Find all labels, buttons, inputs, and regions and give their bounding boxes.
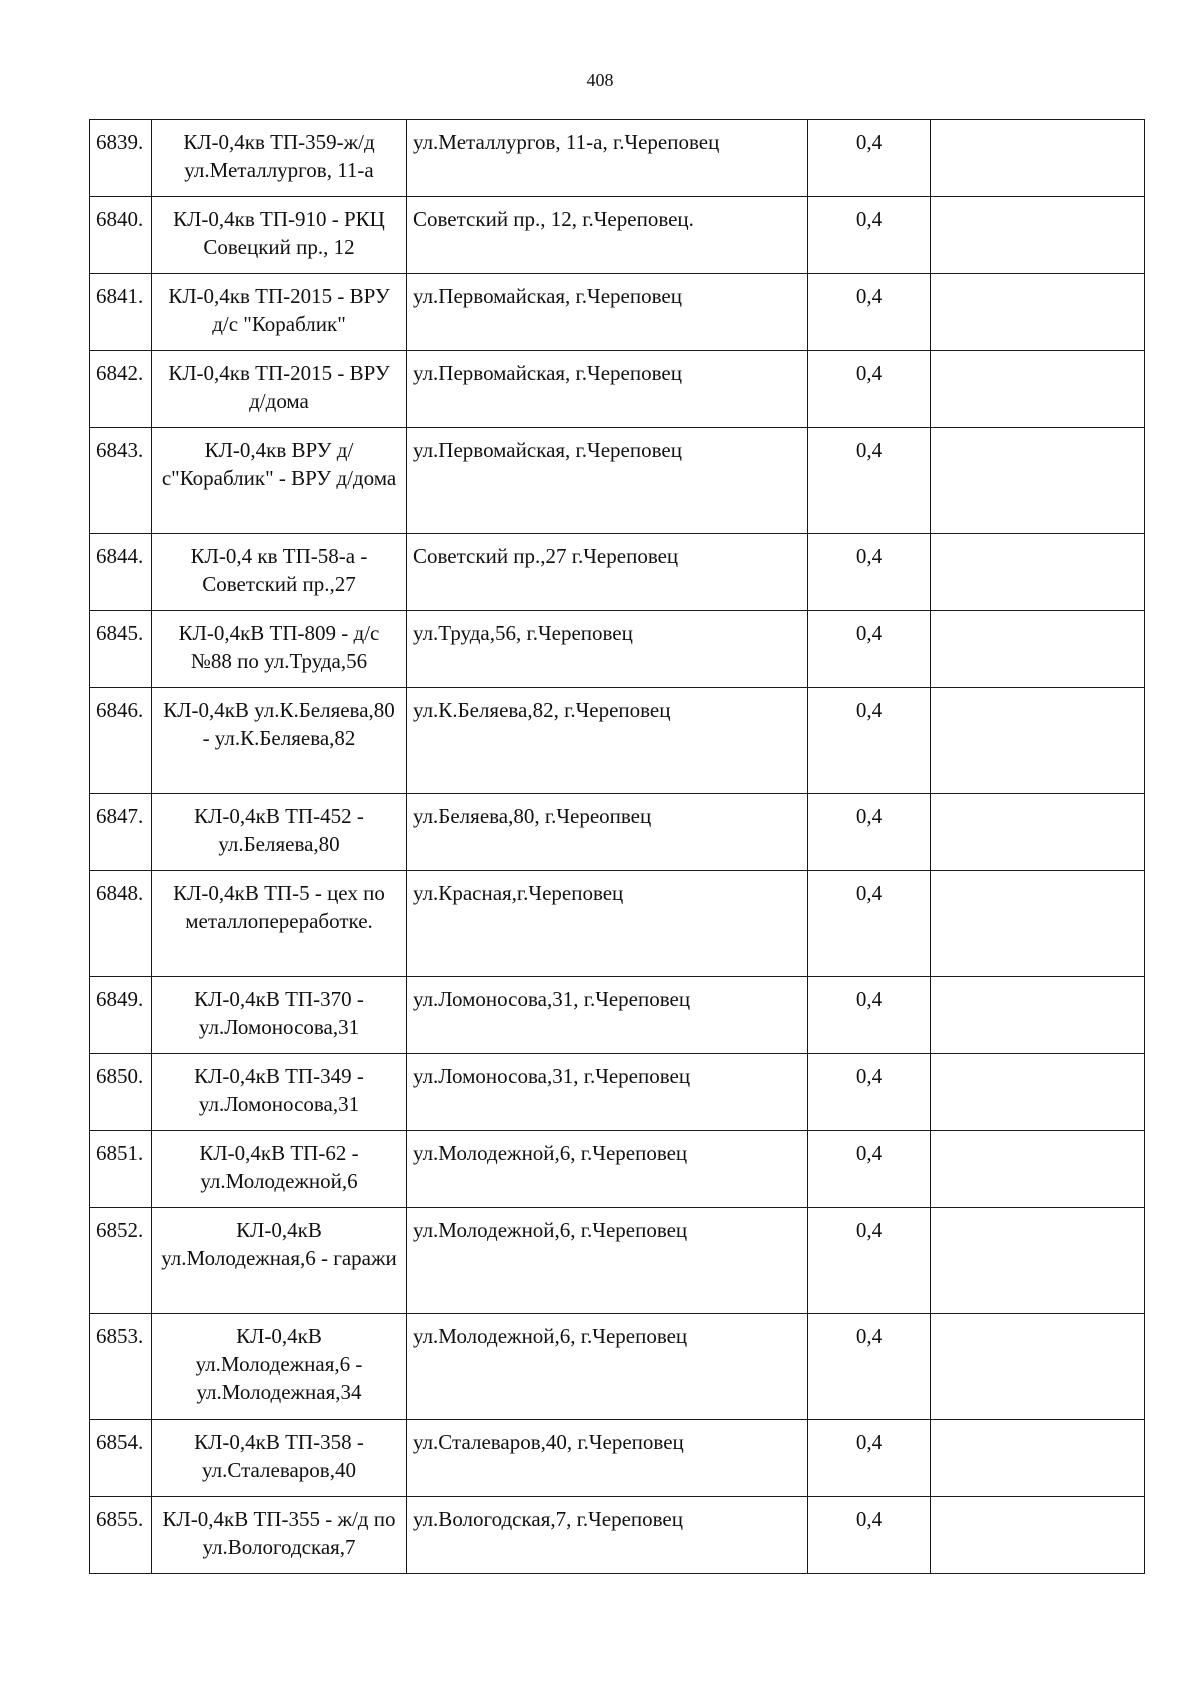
address: ул.Красная,г.Череповец bbox=[407, 871, 808, 977]
table-row bbox=[90, 1054, 1145, 1131]
voltage: 0,4 bbox=[808, 1420, 931, 1497]
table-row bbox=[90, 274, 1145, 351]
table-row bbox=[90, 1208, 1145, 1314]
empty-cell bbox=[931, 1497, 1145, 1574]
row-number: 6839. bbox=[90, 120, 152, 197]
cable-line-name: КЛ-0,4кв ТП-910 - РКЦ Совецкий пр., 12 bbox=[152, 197, 407, 274]
cable-line-name: КЛ-0,4 кв ТП-58-а - Советский пр.,27 bbox=[152, 534, 407, 611]
registry-table bbox=[89, 119, 1145, 1574]
table-row bbox=[90, 534, 1145, 611]
empty-cell bbox=[931, 1054, 1145, 1131]
voltage: 0,4 bbox=[808, 1054, 931, 1131]
table-row bbox=[90, 794, 1145, 871]
empty-cell bbox=[931, 120, 1145, 197]
table-row bbox=[90, 1497, 1145, 1574]
page-number: 408 bbox=[586, 70, 614, 90]
row-number: 6841. bbox=[90, 274, 152, 351]
address: ул.Беляева,80, г.Череопвец bbox=[407, 794, 808, 871]
cable-line-name: КЛ-0,4кв ВРУ д/с"Кораблик" - ВРУ д/дома bbox=[152, 428, 407, 534]
cable-line-name: КЛ-0,4кВ ул.Молодежная,6 - ул.Молодежная,34 bbox=[152, 1314, 407, 1420]
address: ул.Молодежной,6, г.Череповец bbox=[407, 1208, 808, 1314]
row-number: 6842. bbox=[90, 351, 152, 428]
cable-line-name: КЛ-0,4кВ ТП-452 - ул.Беляева,80 bbox=[152, 794, 407, 871]
row-number: 6843. bbox=[90, 428, 152, 534]
row-number: 6845. bbox=[90, 611, 152, 688]
empty-cell bbox=[931, 534, 1145, 611]
table-row bbox=[90, 1314, 1145, 1420]
voltage: 0,4 bbox=[808, 794, 931, 871]
address: ул.Сталеваров,40, г.Череповец bbox=[407, 1420, 808, 1497]
table-row bbox=[90, 351, 1145, 428]
cable-line-name: КЛ-0,4кВ ТП-5 - цех по металлопереработке. bbox=[152, 871, 407, 977]
row-number: 6850. bbox=[90, 1054, 152, 1131]
cable-line-name: КЛ-0,4кВ ул.К.Беляева,80 - ул.К.Беляева,82 bbox=[152, 688, 407, 794]
cable-line-name: КЛ-0,4кВ ТП-809 - д/с №88 по ул.Труда,56 bbox=[152, 611, 407, 688]
address: Советский пр., 12, г.Череповец. bbox=[407, 197, 808, 274]
empty-cell bbox=[931, 351, 1145, 428]
address: ул.Первомайская, г.Череповец bbox=[407, 274, 808, 351]
voltage: 0,4 bbox=[808, 1497, 931, 1574]
cable-line-name: КЛ-0,4кВ ТП-370 - ул.Ломоносова,31 bbox=[152, 977, 407, 1054]
empty-cell bbox=[931, 1314, 1145, 1420]
voltage: 0,4 bbox=[808, 197, 931, 274]
voltage: 0,4 bbox=[808, 351, 931, 428]
address: ул.Труда,56, г.Череповец bbox=[407, 611, 808, 688]
voltage: 0,4 bbox=[808, 274, 931, 351]
table-row bbox=[90, 977, 1145, 1054]
voltage: 0,4 bbox=[808, 611, 931, 688]
table-row bbox=[90, 688, 1145, 794]
empty-cell bbox=[931, 1420, 1145, 1497]
empty-cell bbox=[931, 977, 1145, 1054]
row-number: 6852. bbox=[90, 1208, 152, 1314]
cable-line-name: КЛ-0,4кВ ул.Молодежная,6 - гаражи bbox=[152, 1208, 407, 1314]
address: ул.Первомайская, г.Череповец bbox=[407, 351, 808, 428]
voltage: 0,4 bbox=[808, 871, 931, 977]
cable-line-name: КЛ-0,4кВ ТП-349 - ул.Ломоносова,31 bbox=[152, 1054, 407, 1131]
voltage: 0,4 bbox=[808, 120, 931, 197]
address: ул.Ломоносова,31, г.Череповец bbox=[407, 1054, 808, 1131]
table-row bbox=[90, 611, 1145, 688]
table-row bbox=[90, 428, 1145, 534]
empty-cell bbox=[931, 428, 1145, 534]
cable-line-name: КЛ-0,4кв ТП-2015 - ВРУ д/дома bbox=[152, 351, 407, 428]
empty-cell bbox=[931, 1131, 1145, 1208]
empty-cell bbox=[931, 794, 1145, 871]
address: ул.К.Беляева,82, г.Череповец bbox=[407, 688, 808, 794]
table-row bbox=[90, 871, 1145, 977]
row-number: 6848. bbox=[90, 871, 152, 977]
empty-cell bbox=[931, 1208, 1145, 1314]
row-number: 6849. bbox=[90, 977, 152, 1054]
voltage: 0,4 bbox=[808, 1131, 931, 1208]
row-number: 6854. bbox=[90, 1420, 152, 1497]
address: Советский пр.,27 г.Череповец bbox=[407, 534, 808, 611]
address: ул.Молодежной,6, г.Череповец bbox=[407, 1314, 808, 1420]
address: ул.Молодежной,6, г.Череповец bbox=[407, 1131, 808, 1208]
voltage: 0,4 bbox=[808, 1208, 931, 1314]
row-number: 6853. bbox=[90, 1314, 152, 1420]
voltage: 0,4 bbox=[808, 977, 931, 1054]
row-number: 6851. bbox=[90, 1131, 152, 1208]
empty-cell bbox=[931, 274, 1145, 351]
row-number: 6847. bbox=[90, 794, 152, 871]
row-number: 6844. bbox=[90, 534, 152, 611]
row-number: 6855. bbox=[90, 1497, 152, 1574]
cable-line-name: КЛ-0,4кв ТП-359-ж/д ул.Металлургов, 11-а bbox=[152, 120, 407, 197]
table-row bbox=[90, 120, 1145, 197]
voltage: 0,4 bbox=[808, 534, 931, 611]
row-number: 6840. bbox=[90, 197, 152, 274]
address: ул.Первомайская, г.Череповец bbox=[407, 428, 808, 534]
empty-cell bbox=[931, 611, 1145, 688]
cable-line-name: КЛ-0,4кВ ТП-62 - ул.Молодежной,6 bbox=[152, 1131, 407, 1208]
empty-cell bbox=[931, 197, 1145, 274]
table-row bbox=[90, 1420, 1145, 1497]
table-row bbox=[90, 197, 1145, 274]
address: ул.Вологодская,7, г.Череповец bbox=[407, 1497, 808, 1574]
cable-line-name: КЛ-0,4кВ ТП-358 - ул.Сталеваров,40 bbox=[152, 1420, 407, 1497]
voltage: 0,4 bbox=[808, 1314, 931, 1420]
table-row bbox=[90, 1131, 1145, 1208]
cable-line-name: КЛ-0,4кв ТП-2015 - ВРУ д/с "Кораблик" bbox=[152, 274, 407, 351]
address: ул.Металлургов, 11-а, г.Череповец bbox=[407, 120, 808, 197]
voltage: 0,4 bbox=[808, 688, 931, 794]
voltage: 0,4 bbox=[808, 428, 931, 534]
empty-cell bbox=[931, 871, 1145, 977]
row-number: 6846. bbox=[90, 688, 152, 794]
empty-cell bbox=[931, 688, 1145, 794]
cable-line-name: КЛ-0,4кВ ТП-355 - ж/д по ул.Вологодская,7 bbox=[152, 1497, 407, 1574]
address: ул.Ломоносова,31, г.Череповец bbox=[407, 977, 808, 1054]
